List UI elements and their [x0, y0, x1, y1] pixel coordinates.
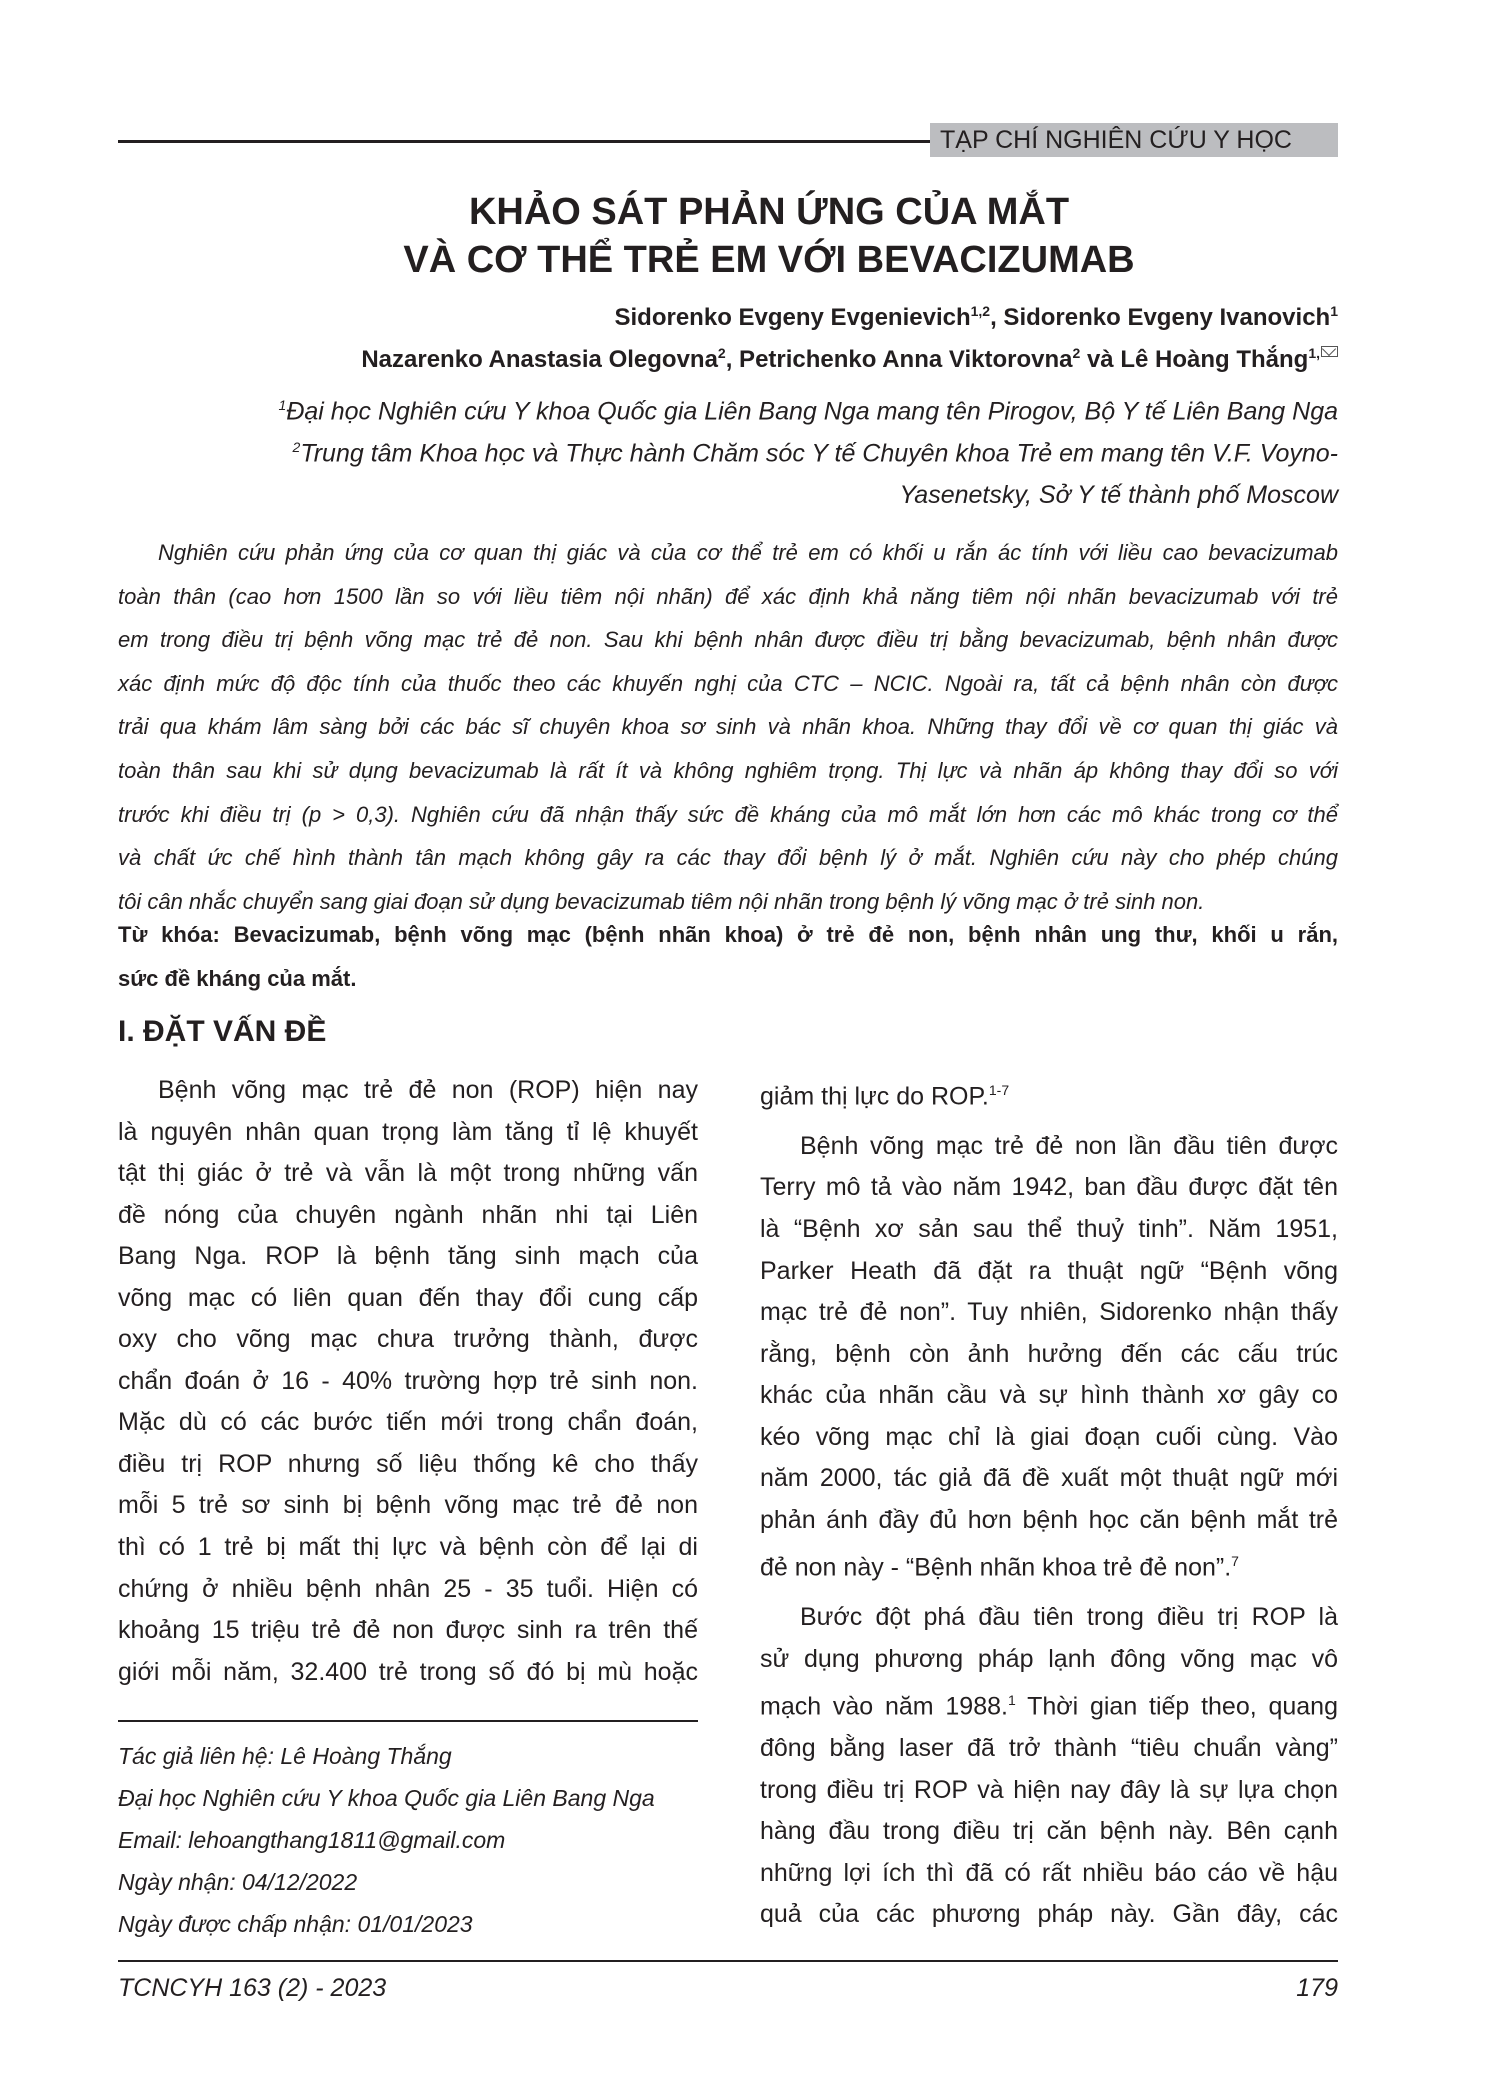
body-line: giới mỗi năm, 32.400 trẻ trong số đó bị mù hoặc — [118, 1657, 698, 1686]
affiliation-text: Trung tâm Khoa học và Thực hành Chăm sóc Y tế Chuyên khoa Trẻ em mang tên V.F. Voyno- — [300, 439, 1338, 468]
footnote-accepted-date: Ngày được chấp nhận: 01/01/2023 — [118, 1911, 473, 1937]
affiliation-1 — [278, 397, 1338, 426]
body-line: thì có 1 trẻ bị mất thị lực và bệnh còn để lại di — [118, 1533, 698, 1562]
abstract-line: em trong điều trị bệnh võng mạc trẻ đẻ non. Sau khi bệnh nhân được điều trị bằng bevacizumab, bệnh nhân được — [118, 627, 1338, 653]
footer-rule — [118, 1960, 1338, 1962]
body-text: Thời gian tiếp theo, quang — [1015, 1692, 1338, 1721]
section-heading: I. ĐẶT VẤN ĐỀ — [118, 1015, 327, 1048]
body-line: Bang Nga. ROP là bệnh tăng sinh mạch của — [118, 1242, 698, 1271]
title-line-1: KHẢO SÁT PHẢN ỨNG CỦA MẮT — [468, 191, 1070, 233]
footnote-email: Email: lehoangthang1811@gmail.com — [118, 1827, 506, 1853]
body-line: oxy cho võng mạc chưa trưởng thành, được — [118, 1325, 698, 1354]
paragraph-gap — [760, 1118, 1338, 1126]
footnote-contact: Tác giả liên hệ: Lê Hoàng Thắng — [118, 1743, 452, 1769]
body-line: sử dụng phương pháp lạnh đông võng mạc vô — [760, 1644, 1338, 1673]
keywords — [118, 913, 1338, 1001]
body-line: khác của nhãn cầu và sự hình thành xơ gây co — [760, 1381, 1338, 1410]
page-number: 179 — [1296, 1974, 1338, 2002]
authors-line-1 — [615, 303, 1339, 332]
author-name: Nazarenko Anastasia Olegovna — [361, 346, 718, 373]
correspondence-footnote — [118, 1735, 655, 1945]
body-line: Bệnh võng mạc trẻ đẻ non lần đầu tiên được — [800, 1131, 1338, 1160]
body-line: điều trị ROP nhưng số liệu thống kê cho thấy — [118, 1449, 698, 1478]
journal-name-tag: TẠP CHÍ NGHIÊN CỨU Y HỌC — [930, 123, 1338, 157]
affiliation-mark: 2 — [292, 439, 301, 455]
body-line: chứng ở nhiều bệnh nhân 25 - 35 tuổi. Hiện có — [118, 1574, 698, 1603]
body-line: quả của các phương pháp này. Gần đây, các — [760, 1900, 1338, 1929]
abstract-line: Nghiên cứu phản ứng của cơ quan thị giác và của cơ thể trẻ em có khối u rắn ác tính với liều cao bevacizumab — [158, 540, 1338, 565]
abstract-line: tôi cân nhắc chuyển sang giai đoạn sử dụng bevacizumab tiêm nội nhãn trong bệnh lý võng mạc ở trẻ sinh non. — [118, 888, 1205, 914]
body-line: Parker Heath đã đặt ra thuật ngữ “Bệnh võng — [760, 1256, 1338, 1285]
body-line: là “Bệnh xơ sản sau thể thuỷ tinh”. Năm 1951, — [760, 1214, 1338, 1243]
keywords-line: sức đề kháng của mắt. — [118, 966, 357, 991]
title-line-2: VÀ CƠ THỂ TRẺ EM VỚI BEVACIZUMAB — [403, 239, 1135, 281]
footnote-institution: Đại học Nghiên cứu Y khoa Quốc gia Liên Bang Nga — [118, 1785, 655, 1811]
citation-mark: 1 — [1007, 1692, 1016, 1709]
body-column-left — [118, 1070, 698, 1693]
envelope-icon — [1321, 346, 1338, 357]
body-line: Mặc dù có các bước tiến mới trong chẩn đoán, — [118, 1408, 698, 1437]
body-line — [760, 1070, 1338, 1118]
header-rule — [118, 140, 932, 143]
body-line: mạc trẻ đẻ non”. Tuy nhiên, Sidorenko nhận thấy — [760, 1298, 1338, 1327]
author-name: , Sidorenko Evgeny Ivanovich — [990, 304, 1331, 331]
abstract-line: trải qua khám lâm sàng bởi các bác sĩ chuyên khoa sơ sinh và nhãn khoa. Những thay đổi về cơ quan thị giác và — [118, 714, 1338, 740]
author-name: và Lê Hoàng Thắng — [1080, 346, 1309, 373]
body-line: tật thị giác ở trẻ và vẫn là một trong những vấn — [118, 1159, 698, 1188]
body-line: Bệnh võng mạc trẻ đẻ non (ROP) hiện nay — [158, 1076, 698, 1104]
body-text: giảm thị lực do ROP. — [760, 1082, 989, 1111]
body-line: mỗi 5 trẻ sơ sinh bị bệnh võng mạc trẻ đẻ non — [118, 1491, 698, 1520]
body-line: đề nóng của chuyên ngành nhãn nhi tại Liên — [118, 1200, 698, 1229]
body-text: mạch vào năm 1988. — [760, 1692, 1008, 1721]
abstract — [118, 531, 1338, 923]
author-affiliation-mark: 1 — [1330, 303, 1338, 319]
affiliation-2 — [293, 439, 1338, 468]
author-affiliation-mark: 2 — [717, 345, 726, 361]
affiliation-2-continued: Yasenetsky, Sở Y tế thành phố Moscow — [899, 481, 1338, 509]
author-affiliation-mark: 2 — [1072, 345, 1081, 361]
body-line: chẩn đoán ở 16 - 40% trường hợp trẻ sinh non. — [118, 1366, 698, 1395]
body-text: đẻ non này - “Bệnh nhãn khoa trẻ đẻ non”. — [760, 1553, 1232, 1582]
body-line: kéo võng mạc chỉ là giai đoạn cuối cùng. Vào — [760, 1422, 1338, 1451]
abstract-line: xác định mức độ độc tính của thuốc theo các khuyến nghị của CTC – NCIC. Ngoài ra, tất cả bệnh nhân còn được — [118, 670, 1338, 696]
affiliation-mark: 1 — [278, 397, 287, 413]
citation-mark: 7 — [1231, 1553, 1239, 1570]
authors-line-2 — [361, 345, 1338, 374]
body-line: Bước đột phá đầu tiên trong điều trị ROP là — [800, 1603, 1338, 1632]
body-line: khoảng 15 triệu trẻ đẻ non được sinh ra trên thế — [118, 1616, 698, 1645]
body-line: rằng, bệnh còn ảnh hưởng đến các cấu trúc — [760, 1339, 1338, 1368]
body-line: trong điều trị ROP và hiện nay đây là sự lựa chọn — [760, 1775, 1338, 1804]
body-line — [760, 1541, 1338, 1589]
abstract-line: trước khi điều trị (p > 0,3). Nghiên cứu đã nhận thấy sức đề kháng của mô mắt lớn hơn các mô khác trong cơ thể — [118, 801, 1338, 827]
body-line: năm 2000, tác giả đã đề xuất một thuật ngữ mới — [760, 1464, 1338, 1493]
author-affiliation-mark: 1, — [1308, 345, 1320, 361]
body-line: là nguyên nhân quan trọng làm tăng tỉ lệ khuyết — [118, 1117, 698, 1146]
affiliation-text: Đại học Nghiên cứu Y khoa Quốc gia Liên Bang Nga mang tên Pirogov, Bộ Y tế Liên Bang Nga — [286, 397, 1338, 426]
author-name: , Petrichenko Anna Viktorovna — [725, 346, 1073, 373]
author-affiliation-mark: 1,2 — [970, 303, 991, 319]
abstract-line: và chất ức chế hình thành tân mạch không gây ra các thay đổi bệnh lý ở mắt. Nghiên cứu này cho phép chúng — [118, 845, 1338, 871]
abstract-line: toàn thân sau khi sử dụng bevacizumab là rất ít và không nghiêm trọng. Thị lực và nhãn áp không thay đổi so với — [118, 757, 1338, 783]
body-line: phản ánh đầy đủ hơn bệnh học căn bệnh mắt trẻ — [760, 1505, 1338, 1534]
article-title — [118, 188, 1420, 284]
footnote-received-date: Ngày nhận: 04/12/2022 — [118, 1869, 358, 1895]
body-line — [760, 1680, 1338, 1728]
body-line: Terry mô tả vào năm 1942, ban đầu được đặt tên — [760, 1173, 1338, 1202]
body-line: võng mạc có liên quan đến thay đổi cung cấp — [118, 1283, 698, 1312]
citation-mark: 1-7 — [988, 1082, 1010, 1098]
body-line: hàng đầu trong điều trị căn bệnh này. Bên cạnh — [760, 1817, 1338, 1846]
body-line: những lợi ích thì đã có rất nhiều báo cáo về hậu — [760, 1858, 1338, 1887]
footnote-rule — [118, 1720, 698, 1722]
paragraph-gap — [760, 1589, 1338, 1597]
author-name: Sidorenko Evgeny Evgenievich — [614, 304, 971, 331]
body-column-right — [760, 1070, 1338, 1936]
keywords-line: Từ khóa: Bevacizumab, bệnh võng mạc (bệnh nhãn khoa) ở trẻ đẻ non, bệnh nhân ung thư, khối u rắn, — [118, 922, 1338, 947]
footer-journal-issue: TCNCYH 163 (2) - 2023 — [118, 1974, 387, 2002]
abstract-line: toàn thân (cao hơn 1500 lần so với liều tiêm nội nhãn) để xác định khả năng tiêm nội nhãn bevacizumab với trẻ — [118, 583, 1338, 609]
body-line: đông bằng laser đã trở thành “tiêu chuẩn vàng” — [760, 1734, 1338, 1763]
